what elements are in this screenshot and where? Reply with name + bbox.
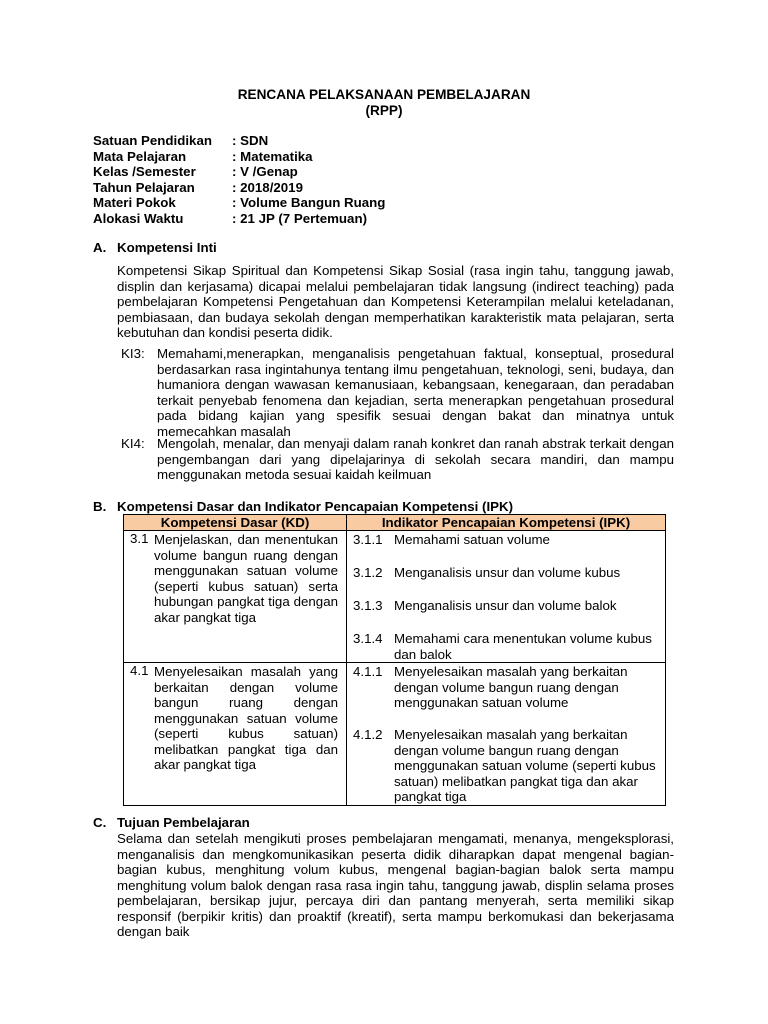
ipk-item	[347, 532, 665, 565]
identity-row	[93, 133, 385, 149]
table-row	[124, 531, 666, 663]
ipk-text: Menganalisis unsur dan volume kubus	[394, 565, 621, 580]
identity-row	[93, 211, 385, 227]
kd-cell	[124, 663, 347, 806]
identity-value: : 2018/2019	[232, 179, 303, 195]
ipk-item	[347, 631, 665, 662]
ipk-cell	[347, 663, 666, 806]
identity-row	[93, 149, 385, 165]
kd-ipk-table	[123, 514, 666, 806]
identity-row	[93, 195, 385, 211]
ipk-text: Menganalisis unsur dan volume balok	[394, 598, 617, 613]
ipk-text: Memahami cara menentukan volume kubus dan balok	[394, 631, 652, 662]
identity-row	[93, 164, 385, 180]
kd-text: Menjelaskan, dan menentukan volume bangun ruang dengan menggunakan satuan volume (seperti kubus satuan) serta hubungan pangkat tiga dengan akar pangkat tiga	[154, 532, 338, 625]
tujuan-pembelajaran-text: Selama dan setelah mengikuti proses pembelajaran mengamati, menanya, mengeksplorasi, menganalisis dan mengkomunikasikan peserta didik diharapkan dapat mengenal bagian-bagian kubus, menghitung volum kubus, mengenal bagian-bagian balok serta mampu menghitung volum balok dengan rasa rasa ingin tahu, tanggung jawab, displin selama proses pembelajaran, bersikap jujur, percaya diri dan pantang menyerah, serta memiliki sikap responsif (berpikir kritis) dan proaktif (kreatif), serta mampu berkomukasi dan bekerjasama dengan baik	[117, 831, 674, 939]
section-a-heading	[93, 240, 217, 256]
ipk-text: Menyelesaikan masalah yang berkaitan dengan volume bangun ruang dengan menggunakan satuan volume (seperti kubus satuan) melibatkan pangkat tiga dan akar pangkat tiga	[394, 727, 656, 804]
ki3-text: Memahami,menerapkan, menganalisis pengetahuan faktual, konseptual, prosedural berdasarkan rasa ingintahunya tentang ilmu pengetahuan, teknologi, seni, budaya, dan humaniora dengan wawasan kemanusiaan, kebangsaan, kenegaraan, dan peradaban terkait penyebab fenomena dan kejadian, serta menerapkan pengetahuan prosedural pada bidang kajian yang spesifik sesuai dengan bakat dan minatnya untuk memecahkan masalah	[157, 346, 674, 439]
identity-label: Satuan Pendidikan	[93, 133, 212, 148]
ki4-label: KI4:	[121, 436, 145, 451]
ipk-number: 4.1.1	[353, 664, 383, 679]
ki4-text: Mengolah, menalar, dan menyaji dalam ranah konkret dan ranah abstrak terkait dengan pengembangan dari yang dipelajarinya di sekolah secara mandiri, dan mampu menggunakan metoda sesuai kaidah keilmuan	[157, 436, 674, 482]
section-a-letter: A.	[93, 240, 107, 255]
ipk-text: Menyelesaikan masalah yang berkaitan dengan volume bangun ruang dengan menggunakan satuan volume	[394, 664, 628, 710]
identity-label: Kelas /Semester	[93, 164, 196, 180]
ipk-cell	[347, 531, 666, 663]
ki3-label: KI3:	[121, 346, 145, 361]
ipk-text: Memahami satuan volume	[394, 532, 550, 547]
document-title	[0, 87, 768, 119]
identity-label: Tahun Pelajaran	[93, 179, 195, 195]
identity-value: : Volume Bangun Ruang	[232, 195, 386, 211]
identity-block	[93, 133, 385, 227]
section-a-title: Kompetensi Inti	[117, 240, 217, 255]
section-c-title: Tujuan Pembelajaran	[117, 815, 250, 830]
ipk-number: 3.1.1	[353, 532, 383, 547]
identity-label: Alokasi Waktu	[93, 210, 184, 226]
identity-value: : Matematika	[232, 148, 313, 164]
ipk-number: 3.1.3	[353, 598, 383, 613]
ipk-item	[347, 664, 665, 727]
table-row	[124, 663, 666, 806]
kd-cell	[124, 531, 347, 663]
table-header-row	[124, 515, 666, 531]
ipk-column-header: Indikator Pencapaian Kompetensi (IPK)	[347, 515, 666, 531]
ipk-item	[347, 565, 665, 598]
kompetensi-inti-intro: Kompetensi Sikap Spiritual dan Kompetensi Sikap Sosial (rasa ingin tahu, tanggung jawab, displin dan kerjasama) dicapai melalui pembelajaran tidak langsung (indirect teaching) pada pembelajaran Kompetensi Pengetahuan dan Kompetensi Keterampilan melalui keteladanan, pembiasaan, dan budaya sekolah dengan memperhatikan karakteristik mata pelajaran, serta kebutuhan dan kondisi peserta didik.	[117, 263, 674, 340]
ki3-item	[121, 346, 674, 440]
ipk-item	[347, 727, 665, 805]
kd-number: 3.1	[130, 531, 149, 546]
title-line-2: (RPP)	[365, 103, 403, 118]
section-c-letter: C.	[93, 815, 107, 830]
identity-value: : 21 JP (7 Pertemuan)	[232, 210, 367, 226]
kd-number: 4.1	[130, 663, 149, 678]
section-c-heading	[93, 815, 250, 831]
ipk-number: 3.1.2	[353, 565, 383, 580]
title-line-1: RENCANA PELAKSANAAN PEMBELAJARAN	[237, 87, 531, 102]
identity-row	[93, 180, 385, 196]
ipk-number: 4.1.2	[353, 727, 383, 742]
kd-column-header: Kompetensi Dasar (KD)	[124, 515, 347, 531]
identity-label: Materi Pokok	[93, 195, 176, 211]
section-b-title: Kompetensi Dasar dan Indikator Pencapaian Kompetensi (IPK)	[117, 499, 514, 514]
ipk-item	[347, 598, 665, 631]
ki4-item	[121, 436, 674, 484]
kd-text: Menyelesaikan masalah yang berkaitan dengan volume bangun ruang dengan menggunakan satuan volume (seperti kubus satuan) melibatkan pangkat tiga dan akar pangkat tiga	[154, 664, 338, 772]
section-b-heading	[93, 499, 513, 515]
section-b-letter: B.	[93, 499, 107, 514]
ipk-number: 3.1.4	[353, 631, 383, 646]
identity-value: : V /Genap	[232, 164, 298, 180]
identity-value: : SDN	[232, 133, 269, 148]
identity-label: Mata Pelajaran	[93, 148, 187, 164]
